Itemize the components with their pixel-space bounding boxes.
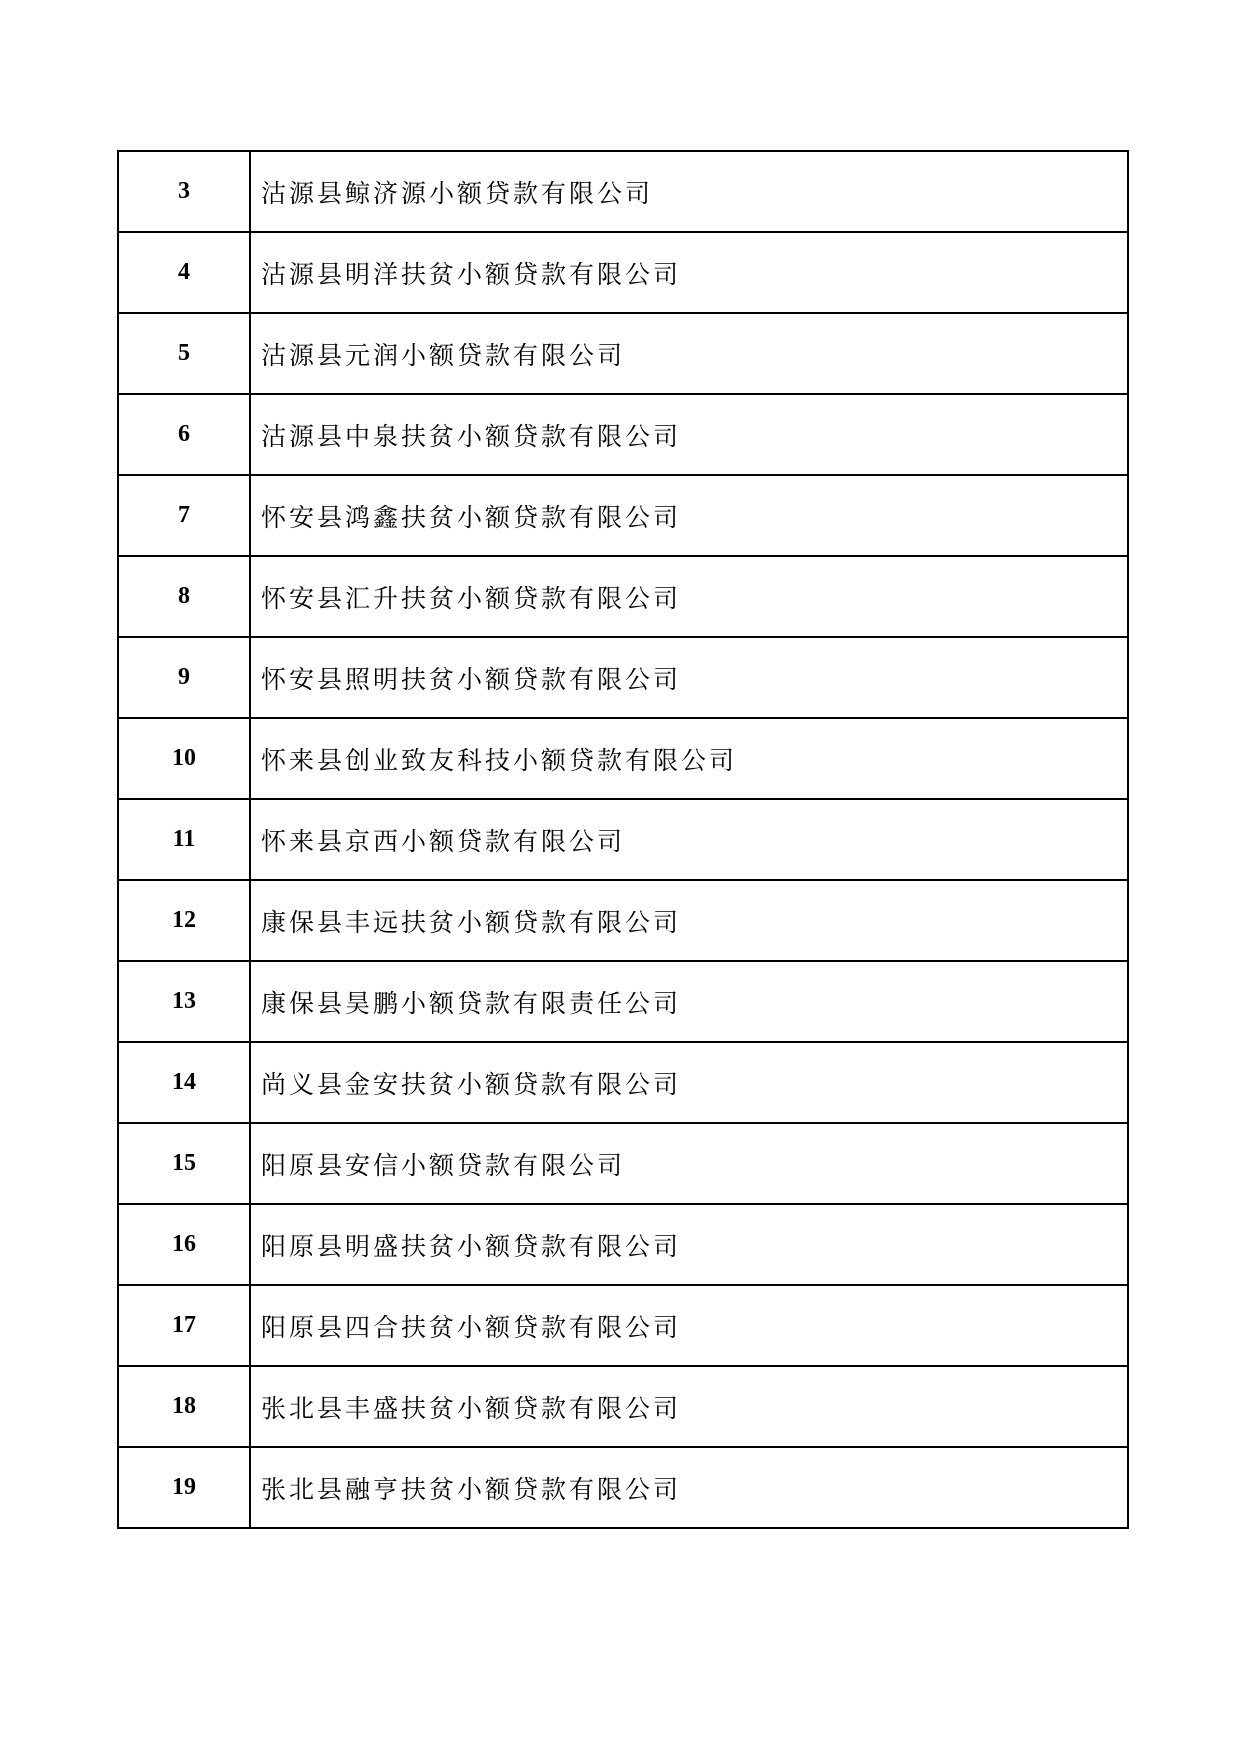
row-number-cell: 5: [118, 313, 250, 394]
company-name-cell: 沽源县鲸济源小额贷款有限公司: [250, 151, 1128, 232]
row-number-cell: 11: [118, 799, 250, 880]
row-number-cell: 18: [118, 1366, 250, 1447]
table-row: [118, 556, 1128, 637]
table-row: [118, 151, 1128, 232]
row-number-cell: 10: [118, 718, 250, 799]
company-name-cell: 康保县昊鹏小额贷款有限责任公司: [250, 961, 1128, 1042]
table-row: [118, 475, 1128, 556]
company-name-cell: 怀来县京西小额贷款有限公司: [250, 799, 1128, 880]
table-row: [118, 1042, 1128, 1123]
row-number-cell: 15: [118, 1123, 250, 1204]
row-number-cell: 3: [118, 151, 250, 232]
company-name-cell: 尚义县金安扶贫小额贷款有限公司: [250, 1042, 1128, 1123]
row-number-cell: 19: [118, 1447, 250, 1528]
table-row: [118, 1204, 1128, 1285]
company-name-cell: 怀安县照明扶贫小额贷款有限公司: [250, 637, 1128, 718]
company-name-cell: 怀安县鸿鑫扶贫小额贷款有限公司: [250, 475, 1128, 556]
table-row: [118, 718, 1128, 799]
row-number-cell: 4: [118, 232, 250, 313]
table-row: [118, 1447, 1128, 1528]
company-name-cell: 沽源县明洋扶贫小额贷款有限公司: [250, 232, 1128, 313]
company-name-cell: 阳原县四合扶贫小额贷款有限公司: [250, 1285, 1128, 1366]
row-number-cell: 12: [118, 880, 250, 961]
table-body: [118, 151, 1128, 1528]
company-name-cell: 阳原县明盛扶贫小额贷款有限公司: [250, 1204, 1128, 1285]
table-row: [118, 313, 1128, 394]
company-name-cell: 张北县丰盛扶贫小额贷款有限公司: [250, 1366, 1128, 1447]
row-number-cell: 16: [118, 1204, 250, 1285]
row-number-cell: 14: [118, 1042, 250, 1123]
company-name-cell: 怀来县创业致友科技小额贷款有限公司: [250, 718, 1128, 799]
table-row: [118, 232, 1128, 313]
company-name-cell: 沽源县中泉扶贫小额贷款有限公司: [250, 394, 1128, 475]
row-number-cell: 8: [118, 556, 250, 637]
company-name-cell: 阳原县安信小额贷款有限公司: [250, 1123, 1128, 1204]
table-row: [118, 1285, 1128, 1366]
table-row: [118, 1366, 1128, 1447]
row-number-cell: 9: [118, 637, 250, 718]
table-row: [118, 637, 1128, 718]
company-name-cell: 沽源县元润小额贷款有限公司: [250, 313, 1128, 394]
table-row: [118, 1123, 1128, 1204]
table-row: [118, 799, 1128, 880]
row-number-cell: 17: [118, 1285, 250, 1366]
table-row: [118, 880, 1128, 961]
company-name-cell: 怀安县汇升扶贫小额贷款有限公司: [250, 556, 1128, 637]
row-number-cell: 7: [118, 475, 250, 556]
row-number-cell: 6: [118, 394, 250, 475]
company-list-table: [117, 150, 1129, 1529]
row-number-cell: 13: [118, 961, 250, 1042]
table-row: [118, 394, 1128, 475]
table-row: [118, 961, 1128, 1042]
company-name-cell: 康保县丰远扶贫小额贷款有限公司: [250, 880, 1128, 961]
company-name-cell: 张北县融亨扶贫小额贷款有限公司: [250, 1447, 1128, 1528]
